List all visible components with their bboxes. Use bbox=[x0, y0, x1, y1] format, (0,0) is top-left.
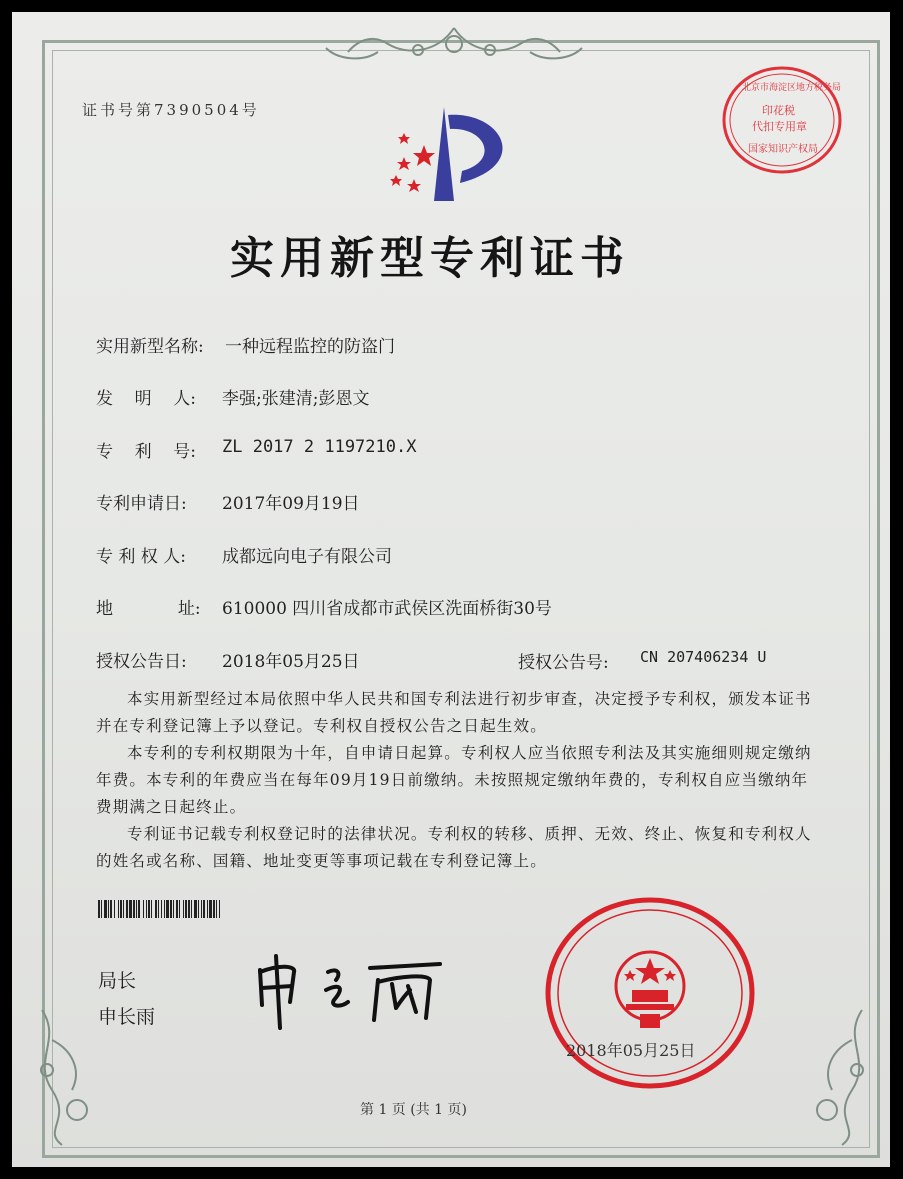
body-text bbox=[96, 686, 816, 875]
patent-no-label: 专 利 号: bbox=[96, 442, 196, 462]
grant-no-label: 授权公告号: bbox=[518, 653, 609, 673]
tax-stamp-middle2: 代扣专用章 bbox=[752, 120, 807, 133]
address-label: 地 址: bbox=[96, 599, 201, 619]
patentee-value: 成都远向电子有限公司 bbox=[222, 547, 392, 567]
inventor-value: 李强;张建清;彭恩文 bbox=[222, 389, 370, 409]
tax-stamp-text: 北京市海淀区地方税务局 bbox=[742, 83, 842, 93]
top-ornament bbox=[318, 22, 590, 66]
signatory-name: 申长雨 bbox=[98, 1006, 156, 1028]
body-paragraph-1: 本实用新型经过本局依照中华人民共和国专利法进行初步审查，决定授予专利权，颁发本证书并在专利登记簿上予以登记。专利权自授权公告之日起生效。 bbox=[96, 690, 812, 735]
address-value: 610000 四川省成都市武侯区洗面桥街30号 bbox=[222, 599, 552, 619]
name-label: 实用新型名称: bbox=[96, 337, 204, 357]
barcode bbox=[98, 900, 336, 918]
name-value: 一种远程监控的防盗门 bbox=[225, 337, 395, 357]
page-footer: 第 1 页 (共 1 页) bbox=[360, 1102, 467, 1118]
grant-date-label: 授权公告日: bbox=[96, 652, 187, 672]
application-date-value: 2017年09月19日 bbox=[222, 494, 360, 514]
body-paragraph-3: 专利证书记载专利权登记时的法律状况。专利权的转移、质押、无效、终止、恢复和专利权人的姓名或名称、国籍、地址变更等事项记载在专利登记簿上。 bbox=[96, 825, 812, 870]
certificate-number: 证书号第7390504号 bbox=[82, 101, 260, 119]
body-paragraph-2: 本专利的专利权期限为十年，自申请日起算。专利权人应当依照专利法及其实施细则规定缴纳年费。本专利的年费应当在每年09月19日前缴纳。未按照规定缴纳年费的，专利权自应当缴纳年费期满之日起终止。 bbox=[96, 744, 812, 816]
signature bbox=[250, 950, 460, 1030]
seal-date: 2018年05月25日 bbox=[566, 1041, 696, 1060]
page-title: 实用新型专利证书 bbox=[230, 233, 630, 284]
signatory-title: 局长 bbox=[98, 970, 137, 992]
tax-stamp-bottom: 国家知识产权局 bbox=[748, 144, 818, 155]
application-date-label: 专利申请日: bbox=[96, 494, 187, 514]
inventor-label: 发 明 人: bbox=[96, 389, 196, 409]
grant-no-value: CN 207406234 U bbox=[640, 648, 767, 666]
patentee-label: 专 利 权 人: bbox=[96, 547, 186, 567]
patent-no-value: ZL 2017 2 1197210.X bbox=[222, 437, 417, 457]
tax-stamp-middle1: 印花税 bbox=[762, 104, 795, 117]
patent-office-logo bbox=[382, 105, 522, 205]
corner-ornament-bottom-right bbox=[792, 1000, 882, 1150]
grant-date-value: 2018年05月25日 bbox=[222, 652, 360, 672]
